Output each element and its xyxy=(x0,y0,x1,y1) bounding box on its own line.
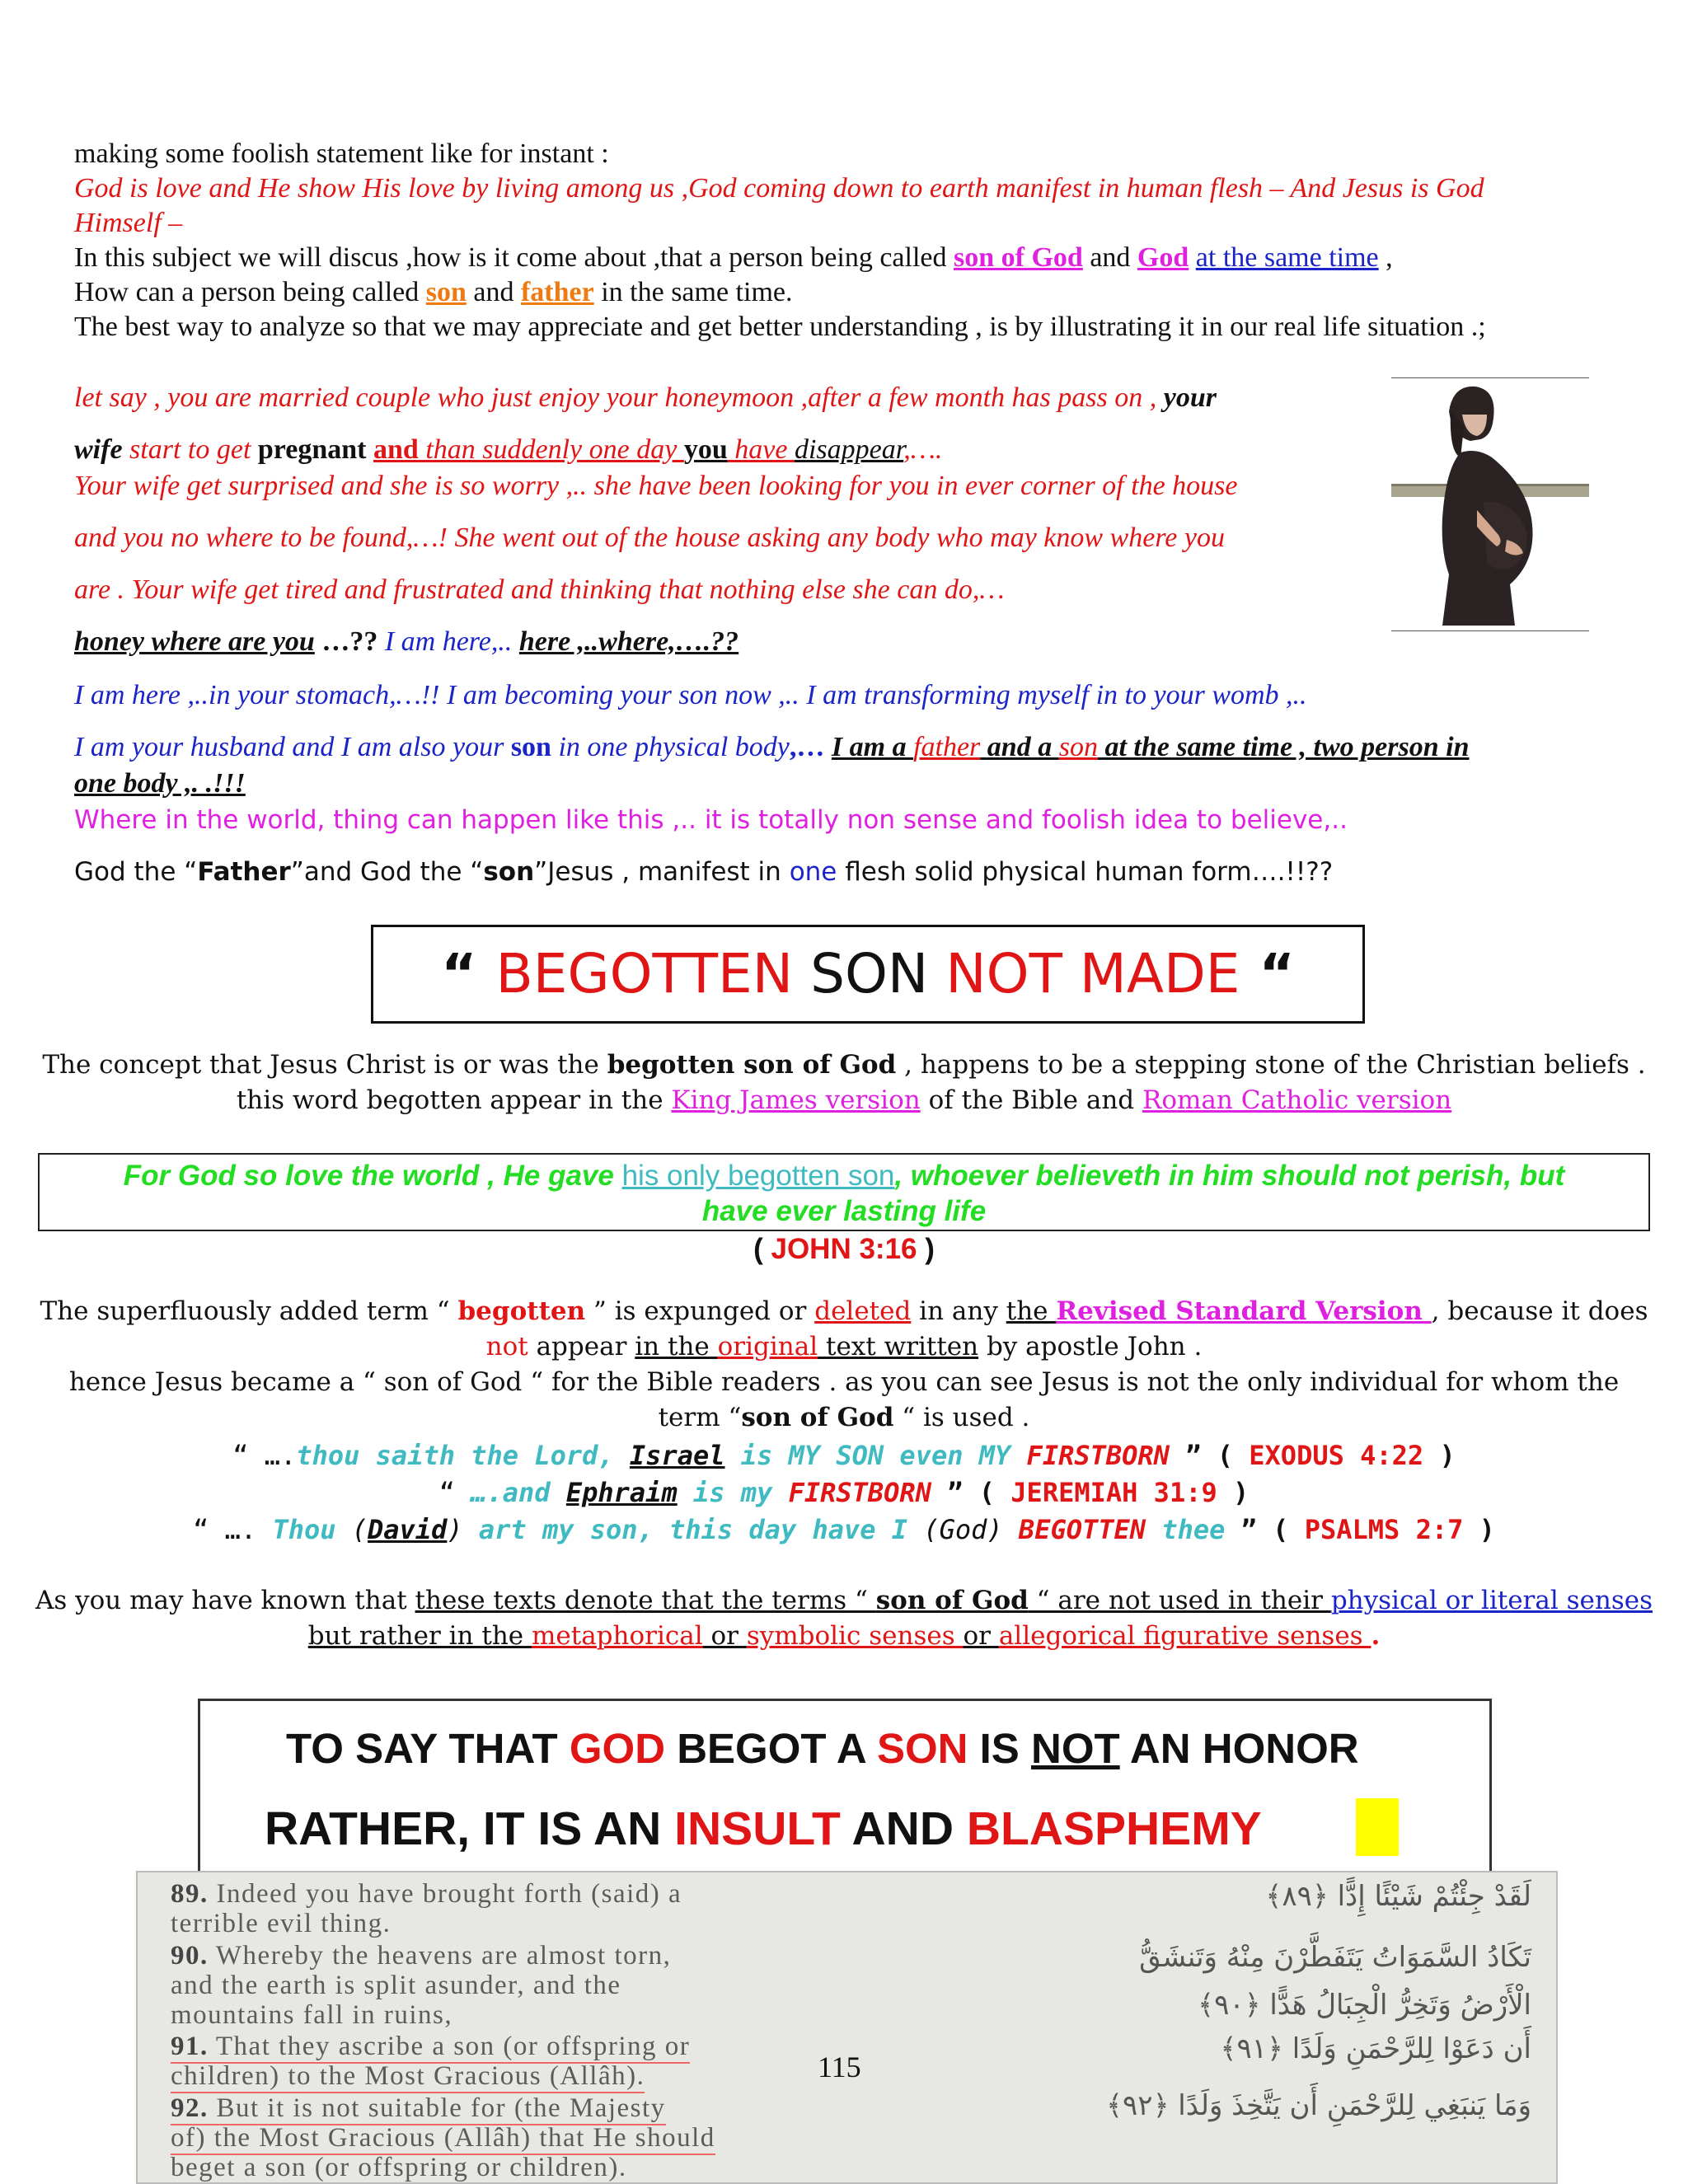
story-line-7: I am here ,..in your stomach,…!! I am becoming your son now ,.. I am transforming myself in to your womb ,.. xyxy=(74,680,1307,710)
h-text: AND xyxy=(840,1802,967,1855)
concept-text: of the Bible and xyxy=(920,1085,1142,1115)
expunged-line-2 xyxy=(0,1332,1688,1361)
q-text: “ …. xyxy=(232,1440,297,1471)
original-word: original xyxy=(717,1332,818,1361)
s-text: “ are not used in their xyxy=(1028,1586,1331,1615)
son-of-god-phrase: son of God xyxy=(741,1403,894,1432)
arabic-line: لَقَدْ جِئْتُمْ شَيْئًا إِدًّا ﴿٨٩﴾ xyxy=(1265,1880,1531,1913)
title-quote: “ xyxy=(1240,942,1295,1005)
exp-text: text written xyxy=(818,1332,979,1361)
not-word: not xyxy=(485,1332,528,1361)
concept-text: this word begotten appear in the xyxy=(236,1085,672,1115)
ephraim-word: Ephraim xyxy=(565,1477,678,1508)
s-text: . xyxy=(1371,1621,1381,1651)
king-james-link: King James version xyxy=(671,1085,921,1115)
son-of-god-phrase: son of God xyxy=(954,242,1083,273)
exp-text: in the xyxy=(635,1332,718,1361)
q-text: is my xyxy=(677,1477,789,1508)
father-word: father xyxy=(913,732,981,762)
paren: ( xyxy=(753,1233,771,1265)
intro-text: How can a person being called xyxy=(74,277,426,307)
story-text: …?? xyxy=(314,626,378,657)
god-word: GOD xyxy=(569,1725,666,1772)
story-text: and a xyxy=(980,732,1059,762)
title-quote: “ xyxy=(441,942,496,1005)
q-text: thou saith the Lord, xyxy=(296,1440,630,1471)
intro-line-1: making some foolish statement like for instant : xyxy=(74,138,609,169)
q-text: thee xyxy=(1146,1514,1226,1545)
only-begotten-phrase: his only begotten son xyxy=(621,1160,895,1192)
story-text: let say , you are married couple who just enjoy your honeymoon ,after a few month has pass on , xyxy=(74,382,1164,413)
literal-senses-phrase: physical or literal senses xyxy=(1330,1586,1653,1615)
story-line-3: Your wife get surprised and she is so worry ,.. she have been looking for you in ever corner of the house xyxy=(74,471,1238,501)
same-time-phrase: at the same time xyxy=(1195,242,1379,273)
story-text: ,… xyxy=(789,732,832,762)
insult-word: INSULT xyxy=(674,1802,841,1855)
honey-phrase: honey where are you xyxy=(74,626,315,657)
title-son: SON xyxy=(793,942,946,1005)
exodus-ref: EXODUS 4:22 xyxy=(1249,1440,1424,1471)
intro-line-2: God is love and He show His love by living among us ,God coming down to earth manifest in human flesh – And Jesus is God xyxy=(74,173,1484,204)
verse-text: , whoever believeth in him should not perish, but xyxy=(894,1160,1565,1192)
scan-line xyxy=(171,2032,690,2064)
s-text: or xyxy=(963,1621,999,1651)
intro-line-3: Himself – xyxy=(74,208,183,238)
son-word: SON xyxy=(876,1725,968,1772)
title-not-made: NOT MADE xyxy=(945,942,1240,1005)
exp-text: ” is expunged or xyxy=(585,1296,815,1326)
exp-text: in any xyxy=(911,1296,1006,1326)
story-text xyxy=(367,434,374,465)
not-word: NOT xyxy=(1031,1725,1120,1772)
story-line-8 xyxy=(74,732,1470,763)
intro-text: and xyxy=(1082,242,1137,273)
title-text xyxy=(373,942,1362,1005)
s-text: As you may have known that xyxy=(35,1586,415,1615)
intro-text: , xyxy=(1378,242,1393,273)
intro-line-4 xyxy=(74,242,1393,274)
here-where-phrase: here ,..where,….?? xyxy=(518,626,739,657)
verse-number: 90. xyxy=(171,1941,209,1971)
roman-catholic-link: Roman Catholic version xyxy=(1142,1085,1452,1115)
scan-line: of) the Most Gracious (Allâh) that He should xyxy=(171,2123,715,2155)
firstborn-word: FIRSTBORN xyxy=(788,1477,931,1508)
deleted-word: deleted xyxy=(814,1296,912,1326)
story-text: I am a xyxy=(831,732,914,762)
scan-line: terrible evil thing. xyxy=(171,1909,392,1938)
story-line-9: one body ,. .!!! xyxy=(74,768,246,799)
scan-line: beget a son (or offspring or children). xyxy=(171,2153,627,2182)
intro-line-5 xyxy=(74,277,793,308)
s-text: or xyxy=(702,1621,747,1651)
john-verse-box xyxy=(38,1153,1650,1231)
story-line-6 xyxy=(74,626,738,658)
and-word: and xyxy=(373,434,419,465)
father-word: father xyxy=(520,277,594,307)
title-begotten: BEGOTTEN xyxy=(495,942,794,1005)
scan-line xyxy=(171,1941,671,1971)
scan-text: Whereby the heavens are almost torn, xyxy=(208,1941,672,1971)
q-text: is MY SON even MY xyxy=(724,1440,1027,1471)
son-word: son xyxy=(483,857,535,887)
q-text: ” ( xyxy=(1169,1440,1250,1471)
disappear-word: disappear xyxy=(794,434,904,465)
expunged-line-4 xyxy=(0,1403,1688,1432)
exp-text: , because it does xyxy=(1431,1296,1648,1326)
q-text: (God) xyxy=(923,1514,1003,1545)
verse-line-2: have ever lasting life xyxy=(701,1195,987,1227)
concept-text: The concept that Jesus Christ is or was the xyxy=(42,1050,607,1080)
symbolic-phrase: symbolic senses xyxy=(746,1621,964,1651)
firstborn-word: FIRSTBORN xyxy=(1026,1440,1170,1471)
honor-line-2 xyxy=(265,1802,1262,1856)
story-line-2 xyxy=(74,434,942,466)
scan-line xyxy=(171,1879,682,1910)
q-text: “ xyxy=(438,1477,471,1508)
story-text: than suddenly one day xyxy=(418,434,684,465)
one-word: one xyxy=(789,857,837,887)
arabic-line: تَكَادُ السَّمَوَاتُ يَتَفَطَّرْنَ مِنْهُ وَتَنشَقُّ xyxy=(1139,1941,1531,1974)
begotten-word: BEGOTTEN xyxy=(1002,1514,1146,1545)
yellow-highlight-marker xyxy=(1356,1798,1399,1856)
son-word: son xyxy=(425,277,467,307)
concept-line-2 xyxy=(0,1085,1688,1115)
intro-text: and xyxy=(466,277,521,307)
story-text: at the same time , two person in xyxy=(1097,732,1470,762)
q-text: ) xyxy=(1423,1440,1456,1471)
begotten-son-phrase: begotten son of God xyxy=(607,1050,897,1080)
q-text: ( xyxy=(351,1514,368,1545)
senses-line-1 xyxy=(0,1586,1688,1615)
intro-text: in the same time. xyxy=(593,277,793,307)
pregnant-word: pregnant xyxy=(257,434,367,465)
scan-text: That they ascribe a son (or offspring or xyxy=(208,2032,691,2061)
h-text: IS xyxy=(968,1725,1031,1772)
exp-text: The superfluously added term “ xyxy=(40,1296,458,1326)
page-number: 115 xyxy=(818,2050,861,2083)
q-text: art my son, this day have I xyxy=(462,1514,924,1545)
story-text: ,…. xyxy=(903,434,943,465)
you-word: you xyxy=(683,434,728,465)
arabic-line: وَمَا يَنبَغِي لِلرَّحْمَنِ أَن يَتَّخِذَ وَلَدًا ﴿٩٢﴾ xyxy=(1106,2089,1531,2122)
quote-jeremiah xyxy=(0,1477,1688,1508)
story-line-10: Where in the world, thing can happen like this ,.. it is totally non sense and foolish idea to believe,.. xyxy=(74,805,1348,835)
blasphemy-word: BLASPHEMY xyxy=(966,1802,1262,1855)
exp-text: appear xyxy=(528,1332,635,1361)
scan-line: and the earth is split asunder, and the xyxy=(171,1971,621,2000)
story-text: flesh solid physical human form….!!?? xyxy=(837,857,1334,887)
scan-line xyxy=(171,2093,666,2125)
q-text: Thou xyxy=(272,1514,352,1545)
quote-exodus xyxy=(0,1440,1688,1471)
story-line-5: are . Your wife get tired and frustrated and thinking that nothing else she can do,… xyxy=(74,574,1005,605)
verse-number: 89. xyxy=(171,1879,209,1909)
honor-line-1 xyxy=(286,1724,1359,1773)
q-text: ) xyxy=(447,1514,463,1545)
story-text: have xyxy=(727,434,795,465)
exp-text: by apostle John . xyxy=(978,1332,1203,1361)
son-word: son xyxy=(1058,732,1098,762)
h-text: BEGOT A xyxy=(665,1725,877,1772)
son-of-god-phrase: son of God xyxy=(875,1586,1029,1615)
q-text: ) xyxy=(1217,1477,1250,1508)
story-text: ”and God the “ xyxy=(290,857,484,887)
title-box xyxy=(371,925,1365,1024)
intro-text xyxy=(1189,242,1196,273)
intro-text: In this subject we will discus ,how is it come about ,that a person being called xyxy=(74,242,954,273)
q-text: ” ( xyxy=(931,1477,1011,1508)
god-word: God xyxy=(1137,242,1189,273)
senses-line-2 xyxy=(0,1621,1688,1651)
exp-text: the xyxy=(1006,1296,1057,1326)
paren: ) xyxy=(917,1233,935,1265)
expunged-line-1 xyxy=(0,1296,1688,1326)
story-text: in one physical body xyxy=(551,732,790,762)
rsv-link: Revised Standard Version xyxy=(1056,1296,1432,1326)
story-line-11 xyxy=(74,857,1333,887)
scan-line: mountains fall in ruins, xyxy=(171,2000,453,2030)
arabic-line: الْأَرْضُ وَتَخِرُّ الْجِبَالُ هَدًّا ﴿٩٠﴾ xyxy=(1198,1989,1531,2022)
concept-line-1 xyxy=(0,1050,1688,1080)
q-text: ….and xyxy=(471,1477,566,1508)
s-text: these texts denote that the terms “ xyxy=(415,1586,876,1615)
story-text: God the “ xyxy=(74,857,198,887)
verse-number: 91. xyxy=(171,2032,209,2061)
story-line-4: and you no where to be found,…! She went out of the house asking any body who may know where you xyxy=(74,523,1225,553)
s-text: but rather in the xyxy=(307,1621,532,1651)
scan-text: Indeed you have brought forth (said) a xyxy=(208,1879,682,1909)
pregnant-woman-photo xyxy=(1391,377,1589,631)
psalms-ref: PSALMS 2:7 xyxy=(1304,1514,1464,1545)
arabic-line: أَن دَعَوْا لِلرَّحْمَنِ وَلَدًا ﴿٩١﴾ xyxy=(1220,2032,1531,2065)
metaphorical-word: metaphorical xyxy=(532,1621,703,1651)
quote-psalms xyxy=(0,1514,1688,1545)
john-reference xyxy=(0,1233,1688,1266)
david-word: David xyxy=(368,1514,448,1545)
verse-line-1 xyxy=(40,1160,1648,1193)
q-text: ) xyxy=(1463,1514,1495,1545)
concept-text: , happens to be a stepping stone of the Christian beliefs . xyxy=(896,1050,1646,1080)
story-text: start to get xyxy=(122,434,258,465)
father-word: Father xyxy=(197,857,291,887)
scan-line: children) to the Most Gracious (Allâh). xyxy=(171,2061,645,2093)
exp-text: “ is used . xyxy=(893,1403,1030,1432)
story-text: I am here,.. xyxy=(377,626,519,657)
verse-number: 92. xyxy=(171,2093,209,2123)
allegorical-phrase: allegorical figurative senses xyxy=(998,1621,1372,1651)
quran-scan-image xyxy=(136,1871,1558,2184)
story-text: I am your husband and I am also your xyxy=(74,732,511,762)
story-line-1 xyxy=(74,382,1217,414)
h-text: AN HONOR xyxy=(1119,1725,1359,1772)
q-text: “ …. xyxy=(193,1514,273,1545)
story-bold: wife xyxy=(74,434,123,465)
begotten-word: begotten xyxy=(457,1296,586,1326)
honor-box xyxy=(198,1699,1492,1888)
q-text: ” ( xyxy=(1225,1514,1305,1545)
jeremiah-ref: JEREMIAH 31:9 xyxy=(1010,1477,1217,1508)
story-bold: your xyxy=(1163,382,1217,413)
verse-text: For God so love the world , He gave xyxy=(123,1160,622,1192)
israel-word: Israel xyxy=(629,1440,725,1471)
john-ref-text: JOHN 3:16 xyxy=(771,1233,917,1265)
story-text: ”Jesus , manifest in xyxy=(534,857,790,887)
pregnant-woman-illustration xyxy=(1391,378,1589,630)
exp-text: term “ xyxy=(658,1403,742,1432)
h-text: TO SAY THAT xyxy=(286,1725,570,1772)
scan-text: But it is not suitable for (the Majesty xyxy=(208,2093,666,2123)
expunged-line-3: hence Jesus became a “ son of God “ for the Bible readers . as you can see Jesus is not the only individual for whom the xyxy=(68,1367,1620,1397)
h-text: RATHER, IT IS AN xyxy=(265,1802,675,1855)
son-word: son xyxy=(510,732,551,762)
intro-line-6: The best way to analyze so that we may appreciate and get better understanding , is by illustrating it in our real life situation .; xyxy=(74,312,1486,342)
